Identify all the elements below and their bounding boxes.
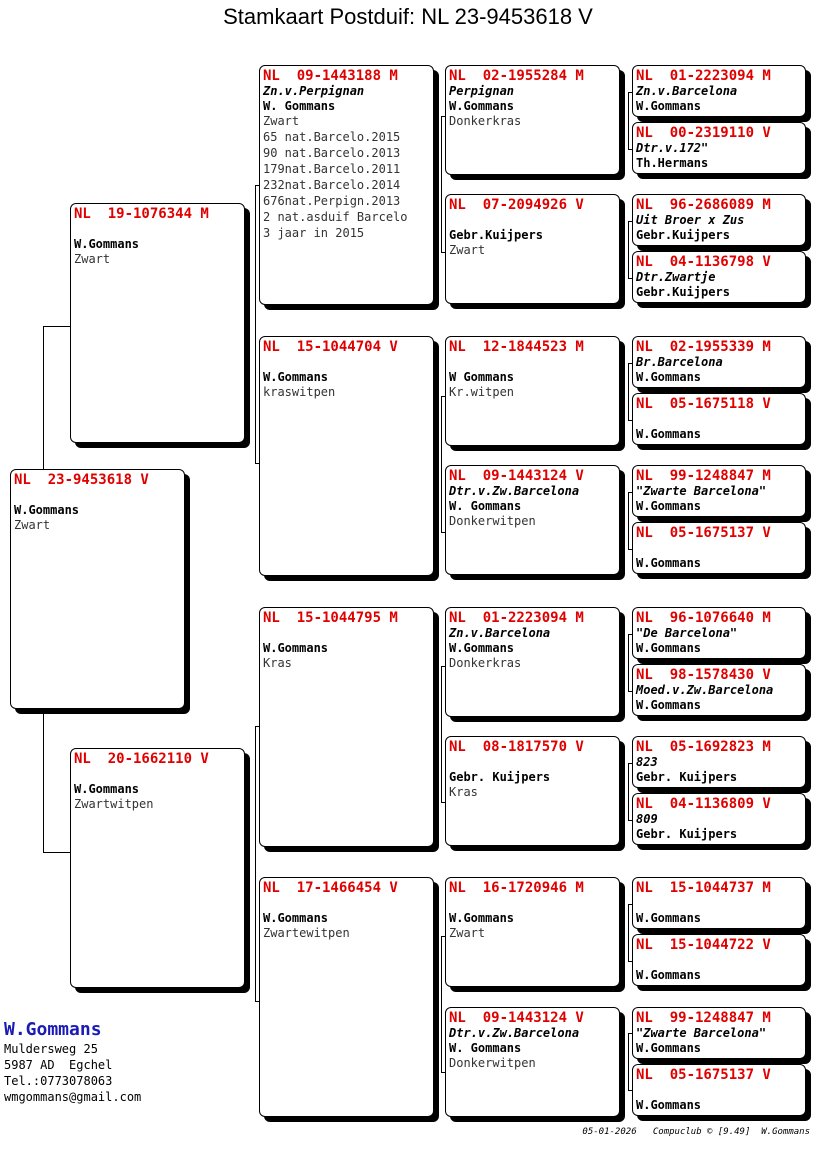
ring-number: NL 02-1955339 M — [636, 339, 771, 355]
breeder-phone: Tel.:0773078063 — [4, 1074, 113, 1088]
ring-number: NL 20-1662110 V — [74, 751, 209, 767]
pigeon-card-gen4[interactable] — [632, 336, 806, 388]
pigeon-color: Donkerkras — [449, 114, 522, 128]
ring-number: NL 15-1044795 M — [263, 610, 398, 626]
breeder-info — [4, 1019, 141, 1105]
pigeon-color: Donkerkras — [449, 656, 522, 670]
pigeon-owner: Gebr. Kuijpers — [636, 827, 738, 841]
ring-number: NL 15-1044704 V — [263, 339, 398, 355]
pigeon-name — [636, 541, 802, 556]
pigeon-color: Donkerwitpen — [449, 514, 536, 528]
ring-number: NL 01-2223094 M — [449, 610, 584, 626]
page-title: Stamkaart Postduif: NL 23-9453618 V — [223, 4, 593, 29]
connector — [628, 221, 629, 278]
pigeon-color: Kras — [449, 785, 478, 799]
breeder-city: 5987 AD Egchel — [4, 1058, 113, 1072]
pigeon-name: "De Barcelona" — [636, 626, 738, 640]
pigeon-color: Zwart — [14, 518, 51, 532]
ring-number: NL 05-1675137 V — [636, 1067, 771, 1083]
pigeon-owner: W.Gommans — [636, 641, 702, 655]
pigeon-card-gen4[interactable] — [632, 793, 806, 845]
pigeon-owner: W. Gommans — [263, 99, 336, 113]
pigeon-owner: Gebr.Kuijpers — [636, 285, 730, 299]
pigeon-card-gen4[interactable] — [632, 251, 806, 303]
pigeon-card-gen4[interactable] — [632, 664, 806, 716]
connector — [628, 763, 629, 820]
pigeon-card-gen4[interactable] — [632, 877, 806, 929]
connector — [255, 185, 256, 463]
pigeon-owner: W.Gommans — [636, 968, 702, 982]
breeder-name: W.Gommans — [4, 1019, 102, 1040]
pigeon-name — [636, 896, 802, 911]
connector — [628, 492, 629, 549]
ring-number: NL 04-1136809 V — [636, 796, 771, 812]
connector — [628, 1033, 629, 1090]
pigeon-card-gen3[interactable] — [445, 607, 620, 717]
connector — [628, 634, 629, 691]
pigeon-owner: W.Gommans — [449, 641, 515, 655]
pigeon-owner: Gebr.Kuijpers — [449, 228, 543, 242]
performance-line: 676nat.Perpign.2013 — [263, 194, 401, 208]
pigeon-name — [636, 412, 802, 427]
pigeon-color: Zwartewitpen — [263, 926, 350, 940]
breeder-street: Muldersweg 25 — [4, 1042, 98, 1056]
connector — [628, 363, 629, 420]
pigeon-color: kraswitpen — [263, 385, 336, 399]
pigeon-color: Donkerwitpen — [449, 1056, 536, 1070]
performance-line: 2 nat.asduif Barcelo — [263, 210, 408, 224]
pigeon-owner: W.Gommans — [74, 237, 140, 251]
pigeon-name — [449, 755, 616, 770]
connector — [43, 852, 70, 853]
pigeon-owner: W.Gommans — [636, 99, 702, 113]
performance-line: 3 jaar in 2015 — [263, 226, 365, 240]
pigeon-owner: W.Gommans — [636, 499, 702, 513]
ring-number: NL 09-1443188 M — [263, 68, 398, 84]
pigeon-card-subject[interactable] — [10, 469, 185, 709]
pigeon-name: Dtr.v.172" — [636, 141, 709, 155]
connector — [628, 904, 629, 961]
pigeon-owner: W.Gommans — [263, 911, 329, 925]
pigeon-card-father[interactable] — [70, 203, 245, 443]
ring-number: NL 16-1720946 M — [449, 880, 584, 896]
pigeon-name: 823 — [636, 755, 658, 769]
connector — [441, 666, 442, 802]
pigeon-owner: W.Gommans — [636, 698, 702, 712]
pigeon-owner: W. Gommans — [449, 1041, 522, 1055]
pigeon-color: Zwart — [74, 252, 111, 266]
pigeon-card-gen4[interactable] — [632, 65, 806, 117]
ring-number: NL 00-2319110 V — [636, 125, 771, 141]
ring-number: NL 15-1044722 V — [636, 937, 771, 953]
pigeon-name — [263, 355, 430, 370]
pigeon-name — [449, 355, 616, 370]
pigeon-name — [74, 222, 241, 237]
pigeon-card-gen2[interactable] — [259, 336, 434, 576]
performance-line: 65 nat.Barcelo.2015 — [263, 130, 401, 144]
pigeon-owner: W Gommans — [449, 370, 515, 384]
pigeon-card-mother[interactable] — [70, 748, 245, 988]
pigeon-owner: W. Gommans — [449, 499, 522, 513]
ring-number: NL 09-1443124 V — [449, 1010, 584, 1026]
pigeon-owner: Gebr. Kuijpers — [449, 770, 551, 784]
ring-number: NL 19-1076344 M — [74, 206, 209, 222]
pigeon-card-gen2[interactable] — [259, 65, 434, 305]
ring-number: NL 09-1443124 V — [449, 468, 584, 484]
pigeon-color: Kras — [263, 656, 292, 670]
pigeon-name: Dtr.Zwartje — [636, 270, 716, 284]
pigeon-card-gen3[interactable] — [445, 194, 620, 304]
ring-number: NL 01-2223094 M — [636, 68, 771, 84]
pigeon-name — [449, 896, 616, 911]
pigeon-card-gen3[interactable] — [445, 877, 620, 987]
pigeon-owner: W.Gommans — [636, 1098, 702, 1112]
pigeon-owner: W.Gommans — [263, 641, 329, 655]
pigeon-name — [14, 488, 181, 503]
ring-number: NL 96-2686089 M — [636, 197, 771, 213]
pigeon-owner: W.Gommans — [636, 911, 702, 925]
connector — [628, 92, 629, 149]
pigeon-owner: W.Gommans — [449, 911, 515, 925]
ring-number: NL 23-9453618 V — [14, 472, 149, 488]
pigeon-card-gen4[interactable] — [632, 1064, 806, 1116]
pigeon-card-gen4[interactable] — [632, 122, 806, 174]
pigeon-name: Perpignan — [449, 84, 515, 98]
connector — [441, 396, 442, 532]
pigeon-name — [449, 213, 616, 228]
connector — [441, 936, 442, 1072]
pigeon-name: Zn.v.Perpignan — [263, 84, 365, 98]
pigeon-owner: W.Gommans — [636, 370, 702, 384]
pigeon-card-gen4[interactable] — [632, 607, 806, 659]
ring-number: NL 07-2094926 V — [449, 197, 584, 213]
pigeon-name — [263, 896, 430, 911]
pigeon-name: Dtr.v.Zw.Barcelona — [449, 1026, 580, 1040]
ring-number: NL 02-1955284 M — [449, 68, 584, 84]
pigeon-card-gen3[interactable] — [445, 65, 620, 175]
pigeon-card-gen4[interactable] — [632, 465, 806, 517]
pigeon-card-gen3[interactable] — [445, 736, 620, 846]
pigeon-name: 809 — [636, 812, 658, 826]
ring-number: NL 12-1844523 M — [449, 339, 584, 355]
pigeon-owner: W.Gommans — [449, 99, 515, 113]
pigeon-color: Kr.witpen — [449, 385, 515, 399]
pigeon-name — [636, 953, 802, 968]
ring-number: NL 15-1044737 M — [636, 880, 771, 896]
pigeon-owner: W.Gommans — [263, 370, 329, 384]
pigeon-owner: Gebr. Kuijpers — [636, 770, 738, 784]
pigeon-owner: W.Gommans — [636, 1041, 702, 1055]
pigeon-name: Zn.v.Barcelona — [449, 626, 551, 640]
pigeon-card-gen3[interactable] — [445, 465, 620, 575]
pigeon-owner: Gebr.Kuijpers — [636, 228, 730, 242]
pigeon-owner: W.Gommans — [14, 503, 80, 517]
pigeon-owner: W.Gommans — [636, 556, 702, 570]
ring-number: NL 99-1248847 M — [636, 1010, 771, 1026]
breeder-email[interactable]: wmgommans@gmail.com — [4, 1090, 142, 1104]
pigeon-name: "Zwarte Barcelona" — [636, 484, 767, 498]
connector — [43, 326, 70, 327]
ring-number: NL 98-1578430 V — [636, 667, 771, 683]
pigeon-color: Zwartwitpen — [74, 797, 154, 811]
ring-number: NL 05-1675118 V — [636, 396, 771, 412]
pigeon-card-gen3[interactable] — [445, 336, 620, 446]
pigeon-card-gen4[interactable] — [632, 194, 806, 246]
performance-line: 90 nat.Barcelo.2013 — [263, 146, 401, 160]
pigeon-card-gen4[interactable] — [632, 393, 806, 445]
pigeon-color: Zwart — [449, 926, 486, 940]
pigeon-card-gen4[interactable] — [632, 1007, 806, 1059]
pigeon-name: Uit Broer x Zus — [636, 213, 745, 227]
pigeon-card-gen3[interactable] — [445, 1007, 620, 1117]
pigeon-name — [263, 626, 430, 641]
pigeon-card-gen2[interactable] — [259, 607, 434, 847]
pigeon-name: Dtr.v.Zw.Barcelona — [449, 484, 580, 498]
ring-number: NL 04-1136798 V — [636, 254, 771, 270]
ring-number: NL 17-1466454 V — [263, 880, 398, 896]
connector — [255, 726, 256, 1001]
ring-number: NL 05-1675137 V — [636, 525, 771, 541]
pigeon-name: Zn.v.Barcelona — [636, 84, 738, 98]
pigeon-name: Br.Barcelona — [636, 355, 723, 369]
pigeon-owner: Th.Hermans — [636, 156, 709, 170]
pigeon-card-gen2[interactable] — [259, 877, 434, 1117]
pigeon-color: Zwart — [263, 114, 300, 128]
ring-number: NL 05-1692823 M — [636, 739, 771, 755]
pigeon-name — [636, 1083, 802, 1098]
ring-number: NL 08-1817570 V — [449, 739, 584, 755]
pigeon-card-gen4[interactable] — [632, 736, 806, 788]
pigeon-name: Moed.v.Zw.Barcelona — [636, 683, 774, 697]
ring-number: NL 99-1248847 M — [636, 468, 771, 484]
ring-number: NL 96-1076640 M — [636, 610, 771, 626]
pigeon-owner: W.Gommans — [636, 427, 702, 441]
pigeon-card-gen4[interactable] — [632, 934, 806, 986]
performance-line: 179nat.Barcelo.2011 — [263, 162, 401, 176]
pigeon-card-gen4[interactable] — [632, 522, 806, 574]
software-credit: 05-01-2026 Compuclub © [9.49] W.Gommans — [582, 1127, 810, 1137]
pigeon-name — [74, 767, 241, 782]
pigeon-color: Zwart — [449, 243, 486, 257]
performance-line: 232nat.Barcelo.2014 — [263, 178, 401, 192]
pigeon-name: "Zwarte Barcelona" — [636, 1026, 767, 1040]
pigeon-owner: W.Gommans — [74, 782, 140, 796]
connector — [441, 116, 442, 252]
